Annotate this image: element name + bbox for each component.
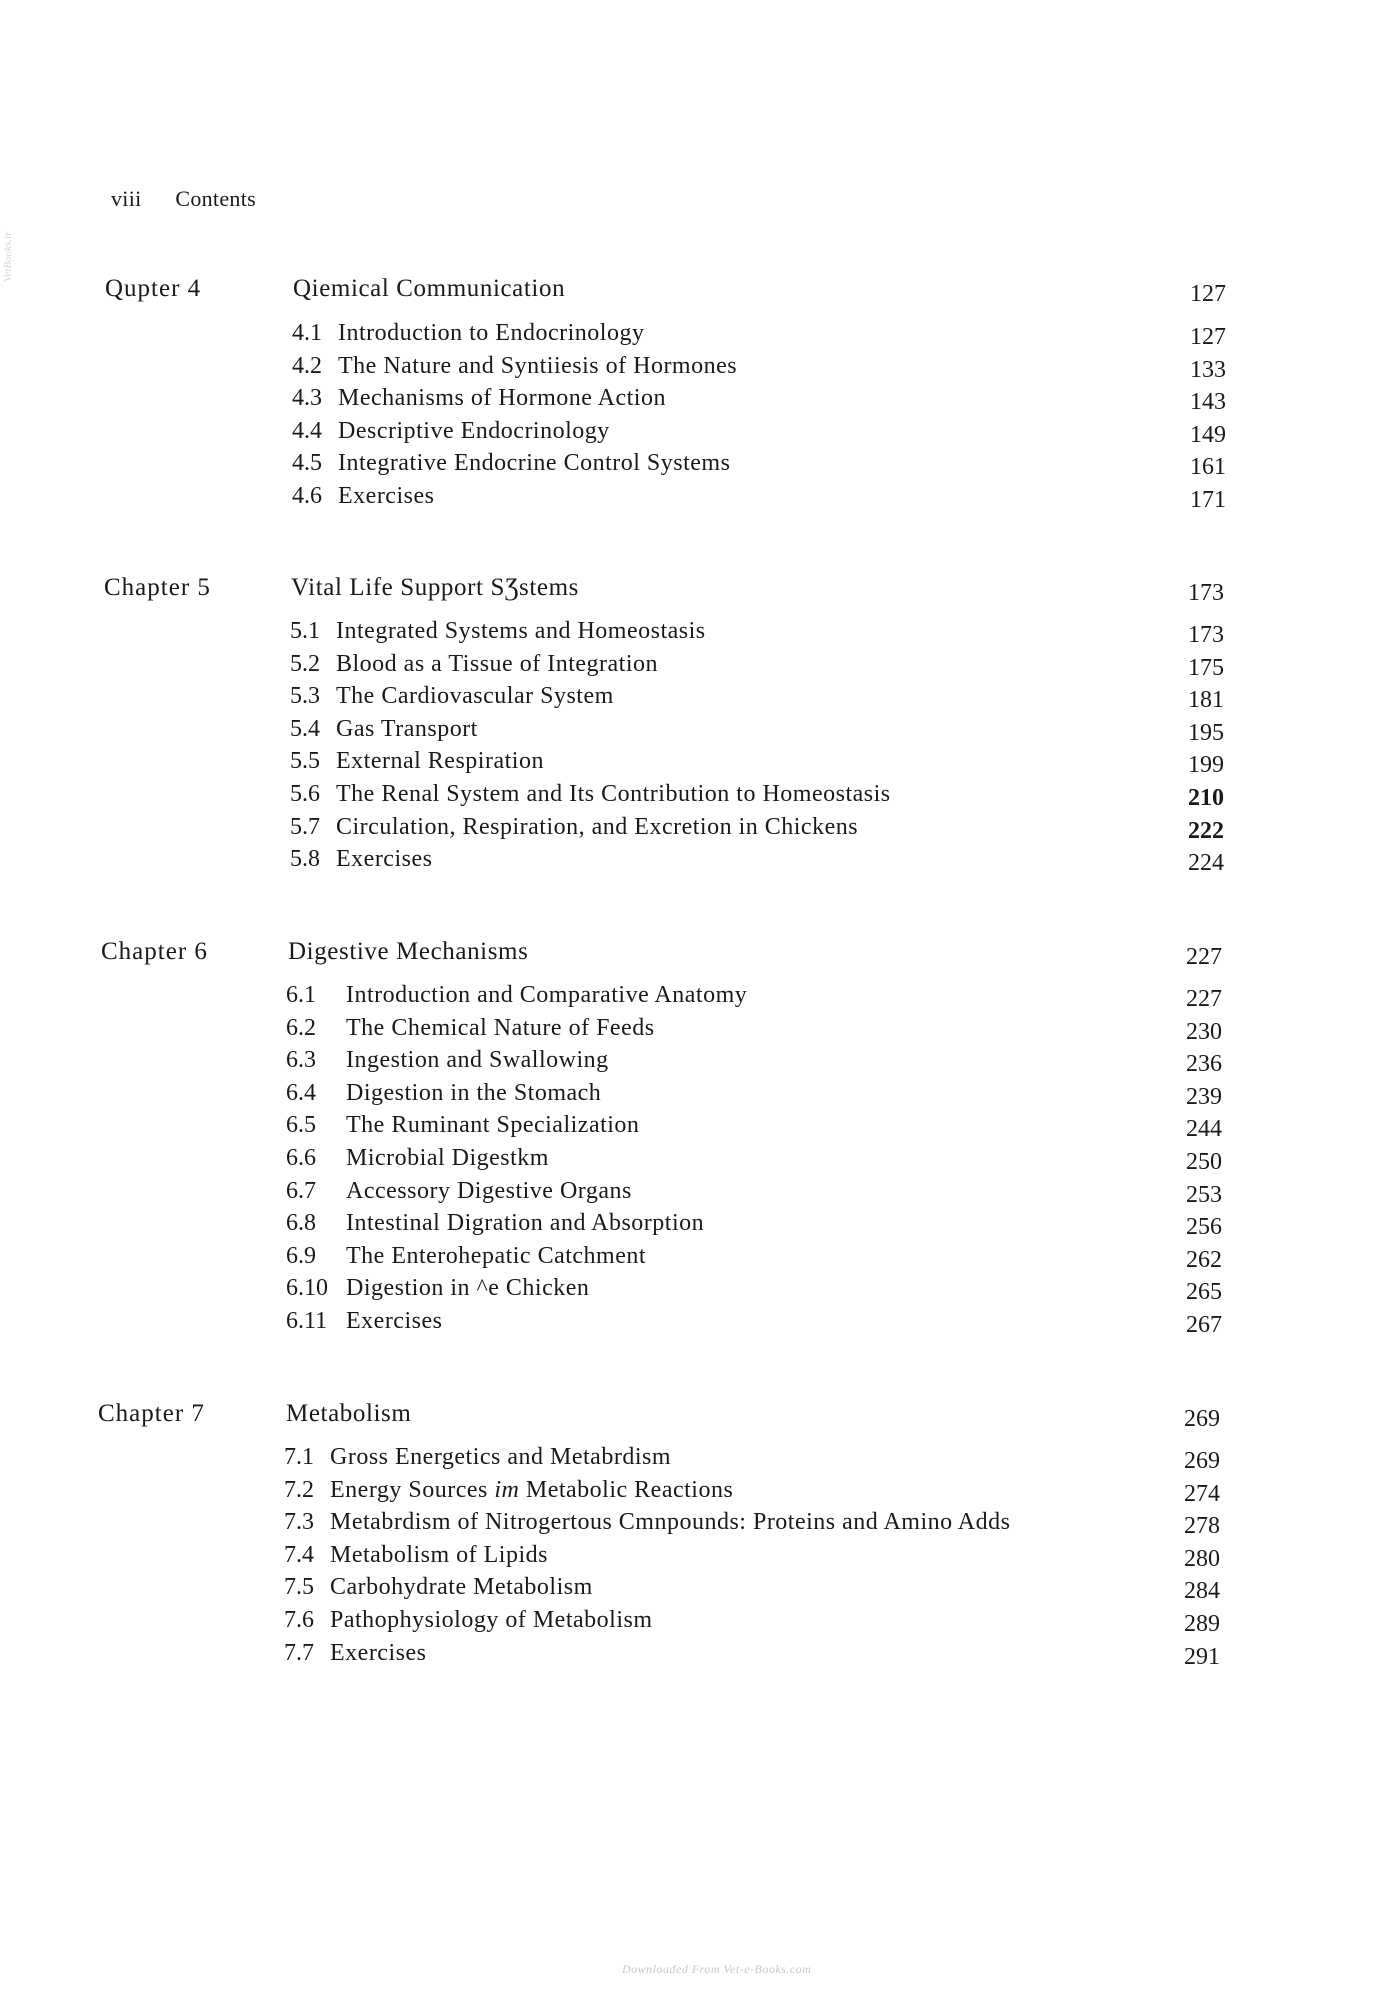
section-number: 6.8 <box>286 1210 316 1237</box>
section-number: 7.4 <box>284 1541 314 1568</box>
toc-entry <box>0 1145 1400 1178</box>
toc-entry <box>0 982 1400 1015</box>
section-title: Pathophysiology of Metabolism <box>330 1606 653 1633</box>
section-number: 4.4 <box>292 417 322 444</box>
section-title: Metabolism of Lipids <box>330 1541 548 1568</box>
toc-entry <box>0 1640 1400 1673</box>
section-title: Ingestion and Swallowing <box>346 1047 609 1074</box>
section-title: Integrated Systems and Homeostasis <box>336 618 706 644</box>
toc-entry <box>0 1243 1400 1276</box>
toc-entry <box>0 618 1400 651</box>
section-page: 284 <box>1184 1578 1220 1605</box>
section-title: Integrative Endocrine Control Systems <box>338 450 731 477</box>
section-page: 274 <box>1184 1480 1220 1507</box>
section-number: 5.5 <box>290 748 320 775</box>
chapter-title: Digestive Mechanisms <box>288 938 529 965</box>
section-list <box>0 618 1400 879</box>
toc-entry <box>0 1308 1400 1341</box>
section-page: 262 <box>1186 1246 1222 1273</box>
section-number: 4.2 <box>292 352 322 379</box>
toc-entry <box>0 418 1400 451</box>
toc-entry <box>0 1477 1400 1510</box>
section-number: 6.3 <box>286 1047 316 1074</box>
chapter-5 <box>0 574 1400 879</box>
section-title: The Cardiovascular System <box>336 683 614 710</box>
toc-entry <box>0 748 1400 781</box>
section-page: 250 <box>1186 1148 1222 1175</box>
running-title: Contents <box>175 186 256 211</box>
section-number: 5.7 <box>290 813 320 840</box>
section-page: 133 <box>1190 356 1226 383</box>
page-number: viii <box>111 186 142 211</box>
section-title: Exercises <box>330 1639 427 1666</box>
section-number: 5.1 <box>290 618 320 644</box>
toc-entry <box>0 651 1400 684</box>
section-list <box>0 320 1400 516</box>
section-title: Circulation, Respiration, and Excretion in Chickens <box>336 813 859 840</box>
section-title: Carbohydrate Metabolism <box>330 1574 593 1601</box>
section-page: 224 <box>1188 850 1224 877</box>
toc-entry <box>0 1607 1400 1640</box>
chapter-heading <box>0 275 1400 315</box>
section-page: 199 <box>1188 752 1224 779</box>
section-number: 4.1 <box>292 320 322 346</box>
toc-entry <box>0 320 1400 353</box>
section-number: 5.3 <box>290 683 320 710</box>
section-page: 253 <box>1186 1181 1222 1208</box>
section-page: 143 <box>1190 389 1226 416</box>
section-number: 6.4 <box>286 1079 316 1106</box>
section-page: 222 <box>1188 817 1224 844</box>
section-title: Energy Sources im Metabolic Reactions <box>330 1476 734 1503</box>
chapter-heading <box>0 1400 1400 1440</box>
chapter-4 <box>0 275 1400 516</box>
section-page: 195 <box>1188 719 1224 746</box>
side-watermark: VetBooks.ir <box>2 231 14 282</box>
running-head <box>111 186 256 212</box>
chapter-label: Qupter 4 <box>105 275 202 302</box>
chapter-title: Metabolism <box>286 1400 412 1427</box>
section-title: Digestion in ^e Chicken <box>346 1275 590 1302</box>
toc-entry <box>0 846 1400 879</box>
section-page: 181 <box>1188 687 1224 714</box>
toc-entry <box>0 1080 1400 1113</box>
section-title: Exercises <box>346 1307 443 1334</box>
toc-entry <box>0 1015 1400 1048</box>
section-number: 6.7 <box>286 1177 316 1204</box>
toc-entry <box>0 483 1400 516</box>
section-page: 236 <box>1186 1051 1222 1078</box>
section-title: Accessory Digestive Organs <box>346 1177 632 1204</box>
toc-entry <box>0 781 1400 814</box>
section-page: 227 <box>1186 986 1222 1012</box>
section-title: Blood as a Tissue of Integration <box>336 650 658 677</box>
section-page: 291 <box>1184 1643 1220 1670</box>
section-number: 7.5 <box>284 1574 314 1601</box>
section-title: Exercises <box>338 482 435 509</box>
section-page: 171 <box>1190 486 1226 513</box>
chapter-heading <box>0 574 1400 614</box>
section-number: 7.3 <box>284 1509 314 1536</box>
section-title: Metabrdism of Nitrogertous Cmnpounds: Proteins and Amino Adds <box>330 1509 1011 1536</box>
chapter-page: 173 <box>1188 580 1224 606</box>
section-page: 278 <box>1184 1513 1220 1540</box>
footer-watermark: Downloaded From Vet-e-Books.com <box>622 1962 812 1976</box>
chapter-title: Vital Life Support SƷstems <box>291 574 579 601</box>
toc-entry <box>0 716 1400 749</box>
chapter-7 <box>0 1400 1400 1672</box>
chapter-label: Chapter 5 <box>104 574 211 601</box>
section-title: Mechanisms of Hormone Action <box>338 385 666 412</box>
section-page: 161 <box>1190 454 1226 481</box>
toc-entry <box>0 385 1400 418</box>
section-number: 6.5 <box>286 1112 316 1139</box>
chapter-title: Qiemical Communication <box>293 275 566 302</box>
section-number: 6.10 <box>286 1275 328 1302</box>
section-number: 7.7 <box>284 1639 314 1666</box>
chapter-page: 227 <box>1186 944 1222 970</box>
toc-entry <box>0 1210 1400 1243</box>
chapter-page: 269 <box>1184 1406 1220 1432</box>
section-title: Digestion in the Stomach <box>346 1079 602 1106</box>
section-number: 6.11 <box>286 1307 328 1334</box>
section-page: 280 <box>1184 1545 1220 1572</box>
section-number: 7.1 <box>284 1444 314 1470</box>
toc-entry <box>0 1509 1400 1542</box>
section-title: Gross Energetics and Metabrdism <box>330 1444 671 1470</box>
section-number: 6.1 <box>286 982 316 1008</box>
section-list <box>0 982 1400 1341</box>
section-title: The Renal System and Its Contribution to Homeostasis <box>336 780 891 807</box>
section-page: 256 <box>1186 1214 1222 1241</box>
section-list <box>0 1444 1400 1672</box>
section-title: Intestinal Digration and Absorption <box>346 1210 705 1237</box>
section-number: 6.9 <box>286 1242 316 1269</box>
section-number: 4.3 <box>292 385 322 412</box>
toc-entry <box>0 1047 1400 1080</box>
section-page: 175 <box>1188 654 1224 681</box>
toc-entry <box>0 1542 1400 1575</box>
section-title: The Chemical Nature of Feeds <box>346 1014 655 1041</box>
section-number: 7.6 <box>284 1606 314 1633</box>
section-page: 265 <box>1186 1279 1222 1306</box>
section-title: The Enterohepatic Catchment <box>346 1242 647 1269</box>
section-title: Exercises <box>336 846 433 873</box>
toc-entry <box>0 683 1400 716</box>
toc-entry <box>0 1444 1400 1477</box>
section-number: 4.5 <box>292 450 322 477</box>
toc-entry <box>0 814 1400 847</box>
section-page: 244 <box>1186 1116 1222 1143</box>
section-page: 289 <box>1184 1610 1220 1637</box>
section-title: The Ruminant Specialization <box>346 1112 640 1139</box>
section-title: Introduction and Comparative Anatomy <box>346 982 748 1008</box>
section-title: Descriptive Endocrinology <box>338 417 610 444</box>
chapter-label: Chapter 7 <box>98 1400 205 1427</box>
section-page: 149 <box>1190 421 1226 448</box>
section-page: 269 <box>1184 1448 1220 1474</box>
section-page: 267 <box>1186 1311 1222 1338</box>
section-title: External Respiration <box>336 748 544 775</box>
section-number: 5.2 <box>290 650 320 677</box>
chapter-label: Chapter 6 <box>101 938 208 965</box>
section-number: 6.2 <box>286 1014 316 1041</box>
section-number: 6.6 <box>286 1144 316 1171</box>
toc-entry <box>0 353 1400 386</box>
section-title: Microbial Digestkm <box>346 1144 549 1171</box>
section-title: Gas Transport <box>336 715 478 742</box>
chapter-6 <box>0 938 1400 1341</box>
chapter-page: 127 <box>1190 281 1226 307</box>
section-page: 173 <box>1188 622 1224 648</box>
section-number: 5.4 <box>290 715 320 742</box>
section-number: 5.6 <box>290 780 320 807</box>
chapter-heading <box>0 938 1400 978</box>
section-page: 127 <box>1190 324 1226 350</box>
toc-entry <box>0 450 1400 483</box>
section-page: 239 <box>1186 1083 1222 1110</box>
section-page: 210 <box>1188 784 1224 811</box>
section-number: 7.2 <box>284 1476 314 1503</box>
toc-entry <box>0 1275 1400 1308</box>
section-number: 5.8 <box>290 846 320 873</box>
section-title: Introduction to Endocrinology <box>338 320 645 346</box>
section-page: 230 <box>1186 1018 1222 1045</box>
toc-entry <box>0 1574 1400 1607</box>
toc-entry <box>0 1112 1400 1145</box>
section-number: 4.6 <box>292 482 322 509</box>
toc-entry <box>0 1178 1400 1211</box>
section-title: The Nature and Syntiiesis of Hormones <box>338 352 738 379</box>
